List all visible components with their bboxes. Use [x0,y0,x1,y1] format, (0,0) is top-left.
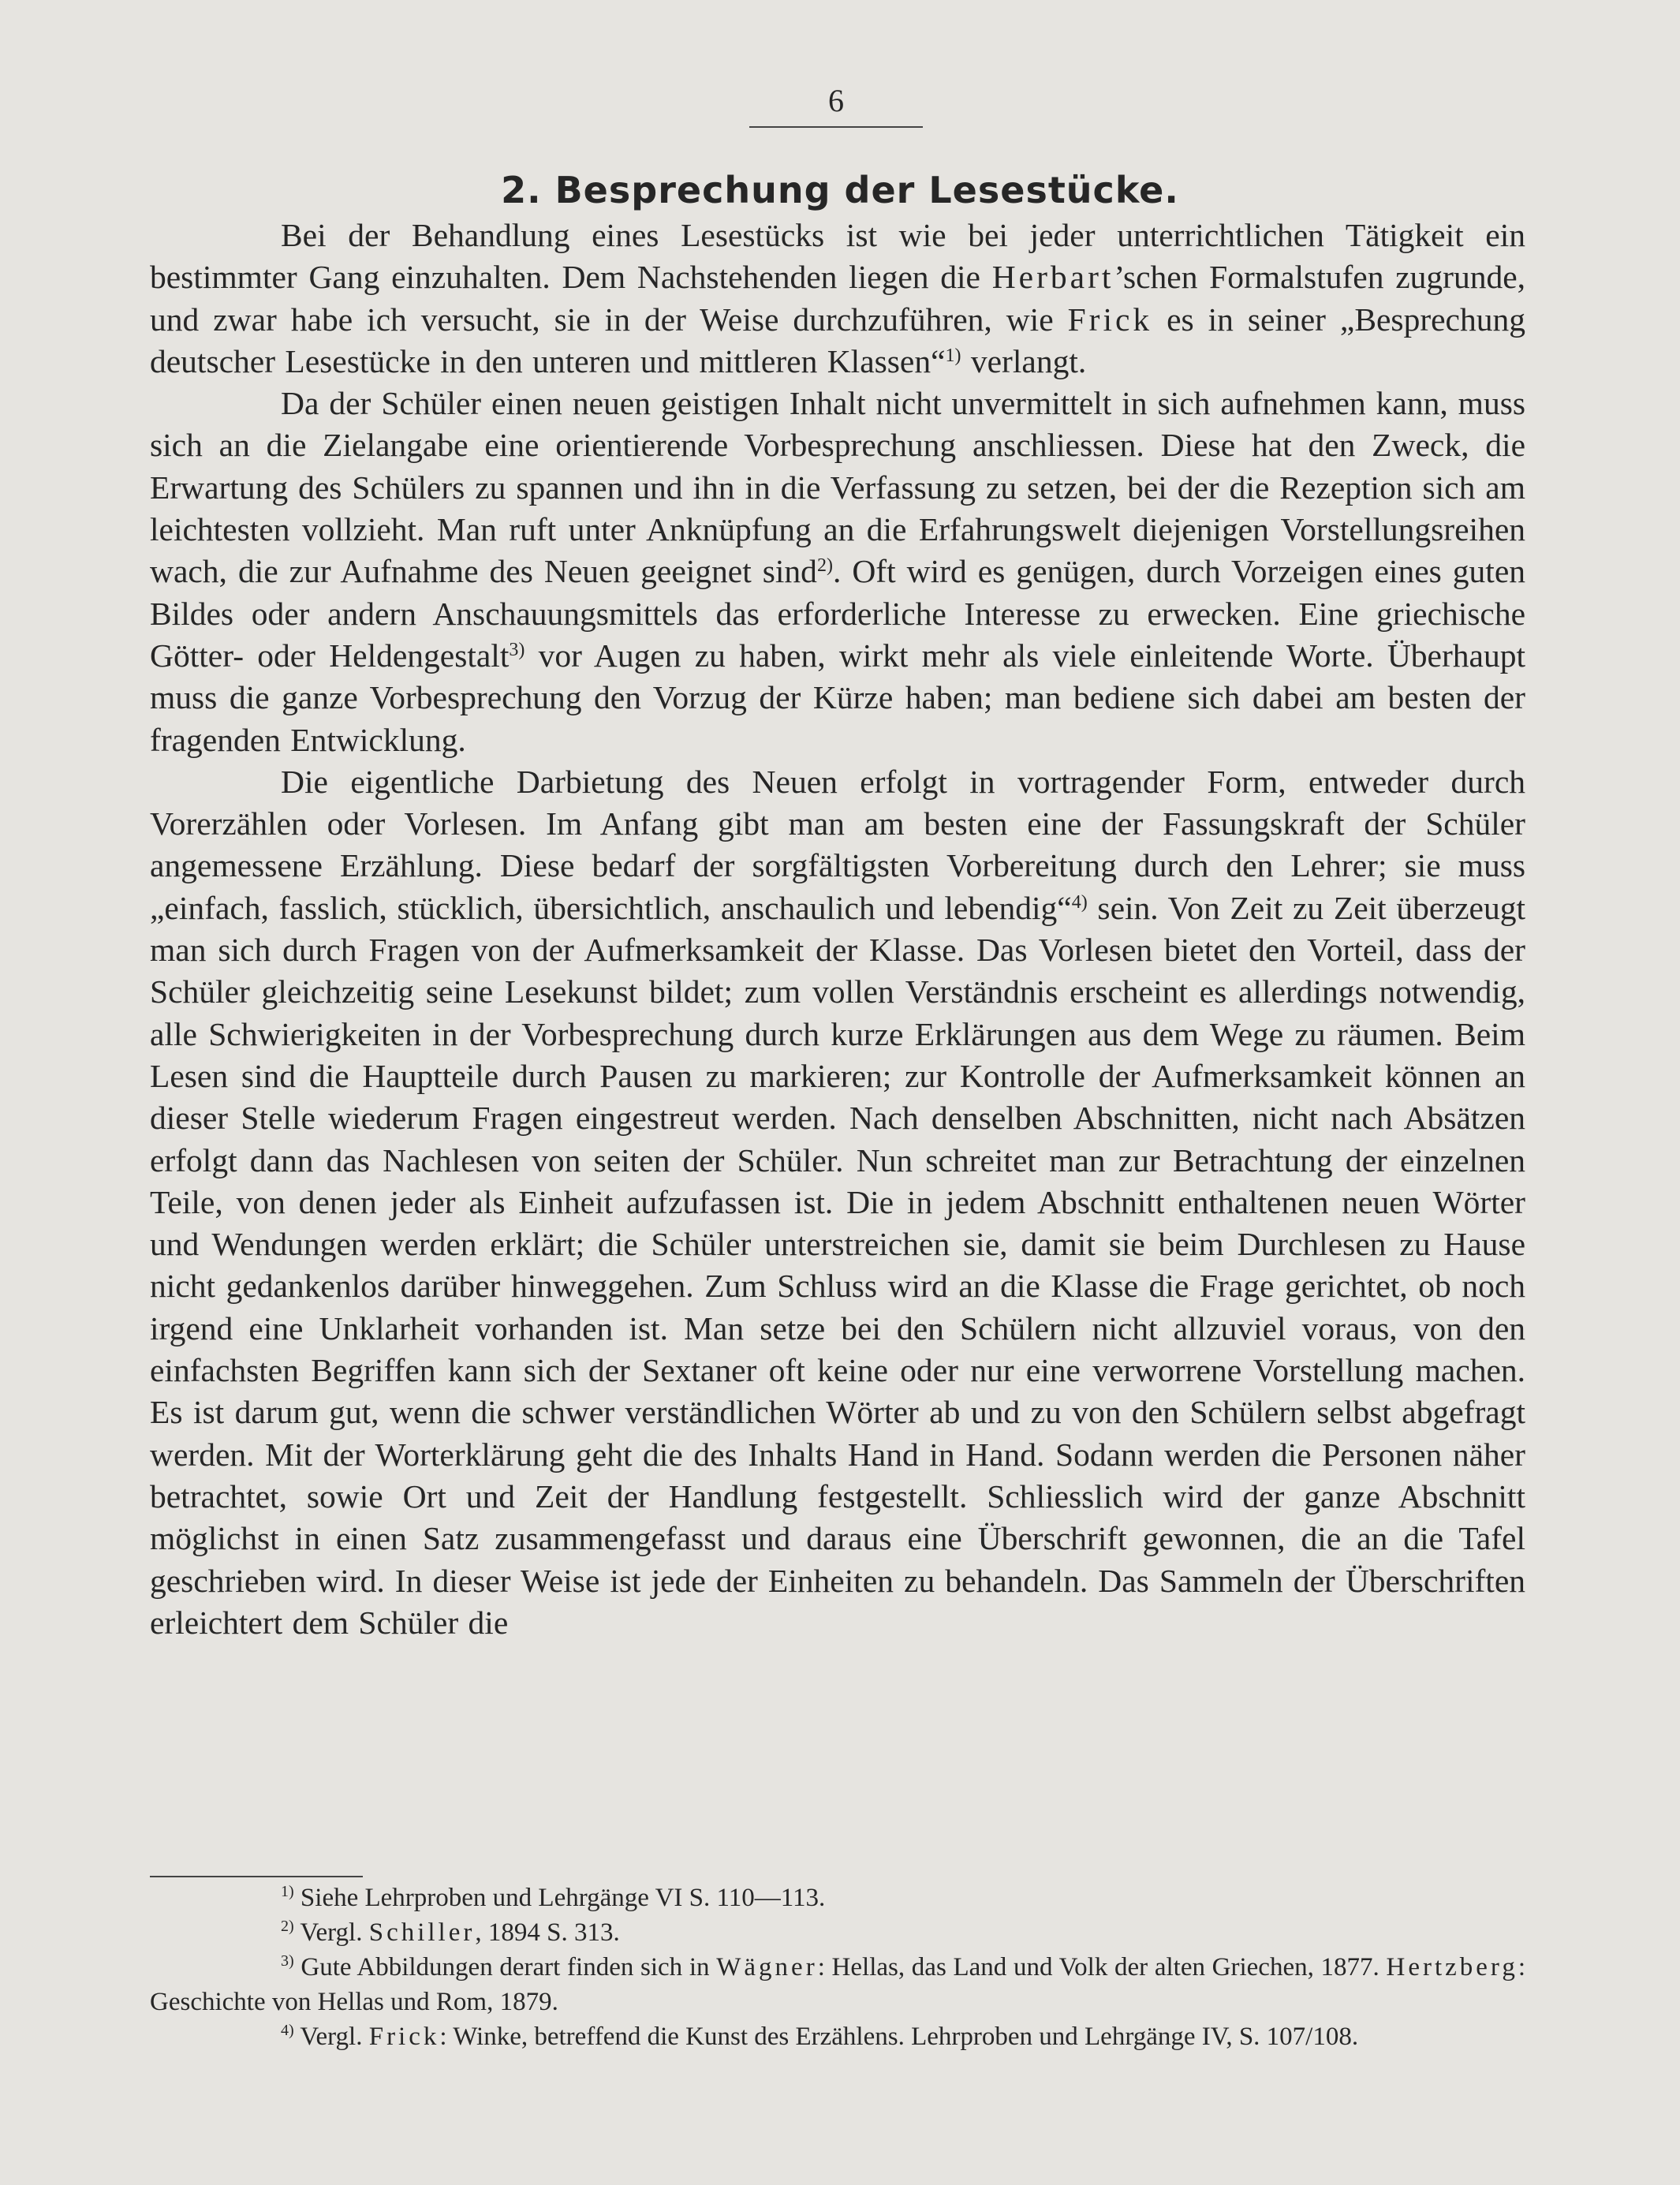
footnote-marker: 4) [281,2022,294,2039]
footnote-rule [150,1876,363,1877]
footnote [150,2019,1525,2054]
body-text [150,215,1525,1644]
spaced-name: Herbart [991,259,1114,296]
spaced-name: Frick [1067,301,1153,338]
footnote [150,1915,1525,1950]
spaced-name: Wägner [716,1953,818,1981]
footnote-marker: 4) [1071,891,1088,913]
text-run: Siehe Lehrproben und Lehrgänge VI S. 110—113. [293,1884,826,1912]
text-run: , 1894 S. 313. [475,1918,620,1947]
text-run: : Hellas, das Land und Volk der alten Griechen, 1877. [817,1953,1387,1981]
section-heading: 2. Besprechung der Lesestücke. [501,169,1179,211]
text-run: Da der Schüler einen neuen geistigen Inhalt nicht unvermittelt in sich aufnehmen kann, muss sich an die Zielangabe eine orientierende Vorbesprechung anschliessen. Diese hat den Zweck, die Erwartung des Schülers zu spannen und ihn in die Verfassung zu setzen, bei der die Rezeption sich am leichtesten vollzieht. Man ruft unter Anknüpfung an die Erfahrungswelt diejenigen Vorstellungsreihen wach, die zur Aufnahme des Neuen geeignet sind [150,385,1525,590]
text-run: verlangt. [961,342,1087,379]
text-run: Die eigentliche Darbietung des Neuen erfolgt in vortragender Form, entweder durch Vorerzählen oder Vorlesen. Im Anfang gibt man am besten eine der Fassungskraft der Schüler angemessene Erzählung. Diese bedarf der sorgfältigsten Vorbereitung durch den Lehrer; sie muss „einfach, fasslich, stücklich, übersichtlich, anschaulich und lebendig“ [150,763,1525,926]
text-run: Vergl. [293,2023,369,2051]
spaced-name: Frick [368,2023,440,2051]
footnote-marker: 3) [509,639,525,660]
paragraph [150,383,1525,761]
spaced-name: Hertzberg [1386,1953,1518,1981]
footnote [150,1950,1525,2019]
text-run: vor Augen zu haben, wirkt mehr als viele einleitende Worte. Überhaupt muss die ganze Vorbesprechung den Vorzug der Kürze haben; man bediene sich dabei am besten der fragenden Entwicklung. [150,637,1525,758]
footnote [150,1881,1525,1915]
text-run: Vergl. [293,1918,369,1947]
footnote-marker: 3) [281,1952,294,1970]
footnote-marker: 1) [945,345,961,366]
text-run: es in seiner „Besprechung deutscher Lesestücke in den unteren und mittleren Klassen“ [150,301,1525,379]
footnote-marker: 2) [816,555,833,577]
paragraph [150,215,1525,383]
paragraph [150,761,1525,1644]
text-run: . Oft wird es genügen, durch Vorzeigen eines guten Bildes oder andern Anschauungsmittels das erforderliche Interesse zu erwecken. Eine griechische Götter- oder Heldengestalt [150,553,1525,674]
text-run: Gute Abbildungen derart finden sich in [293,1953,717,1981]
footnotes [150,1881,1525,2054]
text-run: Bei der Behandlung eines Lesestücks ist wie bei jeder unterrichtlichen Tätigkeit ein bestimmter Gang einzuhalten. Dem Nachstehenden liegen die [150,217,1525,296]
text-run: : Geschichte von Hellas und Rom, 1879. [150,1953,1525,2016]
footnote-marker: 2) [281,1918,294,1935]
page-number: 6 [749,79,923,128]
text-run: sein. Von Zeit zu Zeit überzeugt man sich durch Fragen von der Aufmerksamkeit der Klasse. Das Vorlesen bietet den Vorteil, dass der Schüler gleichzeitig seine Lesekunst bildet; zum vollen Verständnis erscheint es allerdings notwendig, alle Schwierigkeiten in der Vorbesprechung durch kurze Erklärungen aus dem Wege zu räumen. Beim Lesen sind die Hauptteile durch Pausen zu markieren; zur Kontrolle der Aufmerksamkeit können an dieser Stelle wiederum Fragen eingestreut werden. Nach denselben Abschnitten, nicht nach Absätzen erfolgt dann das Nachlesen von seiten der Schüler. Nun schreitet man zur Betrachtung der einzelnen Teile, von denen jeder als Einheit aufzufassen ist. Die in jedem Abschnitt enthaltenen neuen Wörter und Wendungen werden erklärt; die Schüler unterstreichen sie, damit sie beim Durchlesen zu Hause nicht gedankenlos darüber hinweggehen. Zum Schluss wird an die Klasse die Frage gerichtet, ob noch irgend eine Unklarheit vorhanden ist. Man setze bei den Schülern nicht allzuviel voraus, von den einfachsten Begriffen kann sich der Sextaner oft keine oder nur eine verworrene Vorstellung machen. Es ist darum gut, wenn die schwer verständlichen Wörter ab und zu von den Schülern selbst abgefragt werden. Mit der Worterklärung geht die des Inhalts Hand in Hand. Sodann werden die Personen näher betrachtet, sowie Ort und Zeit der Handlung festgestellt. Schliesslich wird der ganze Abschnitt möglichst in einen Satz zusammengefasst und daraus eine Überschrift gewonnen, die an die Tafel geschrieben wird. In dieser Weise ist jede der Einheiten zu behandeln. Das Sammeln der Überschriften erleichtert dem Schüler die [150,889,1525,1641]
footnote-marker: 1) [281,1883,294,1900]
text-run: ’schen Formalstufen zugrunde, und zwar habe ich versucht, sie in der Weise durchzuführen, wie [150,259,1526,338]
spaced-name: Schiller [368,1918,476,1947]
text-run: : Winke, betreffend die Kunst des Erzählens. Lehrproben und Lehrgänge IV, S. 107/108. [439,2023,1359,2051]
